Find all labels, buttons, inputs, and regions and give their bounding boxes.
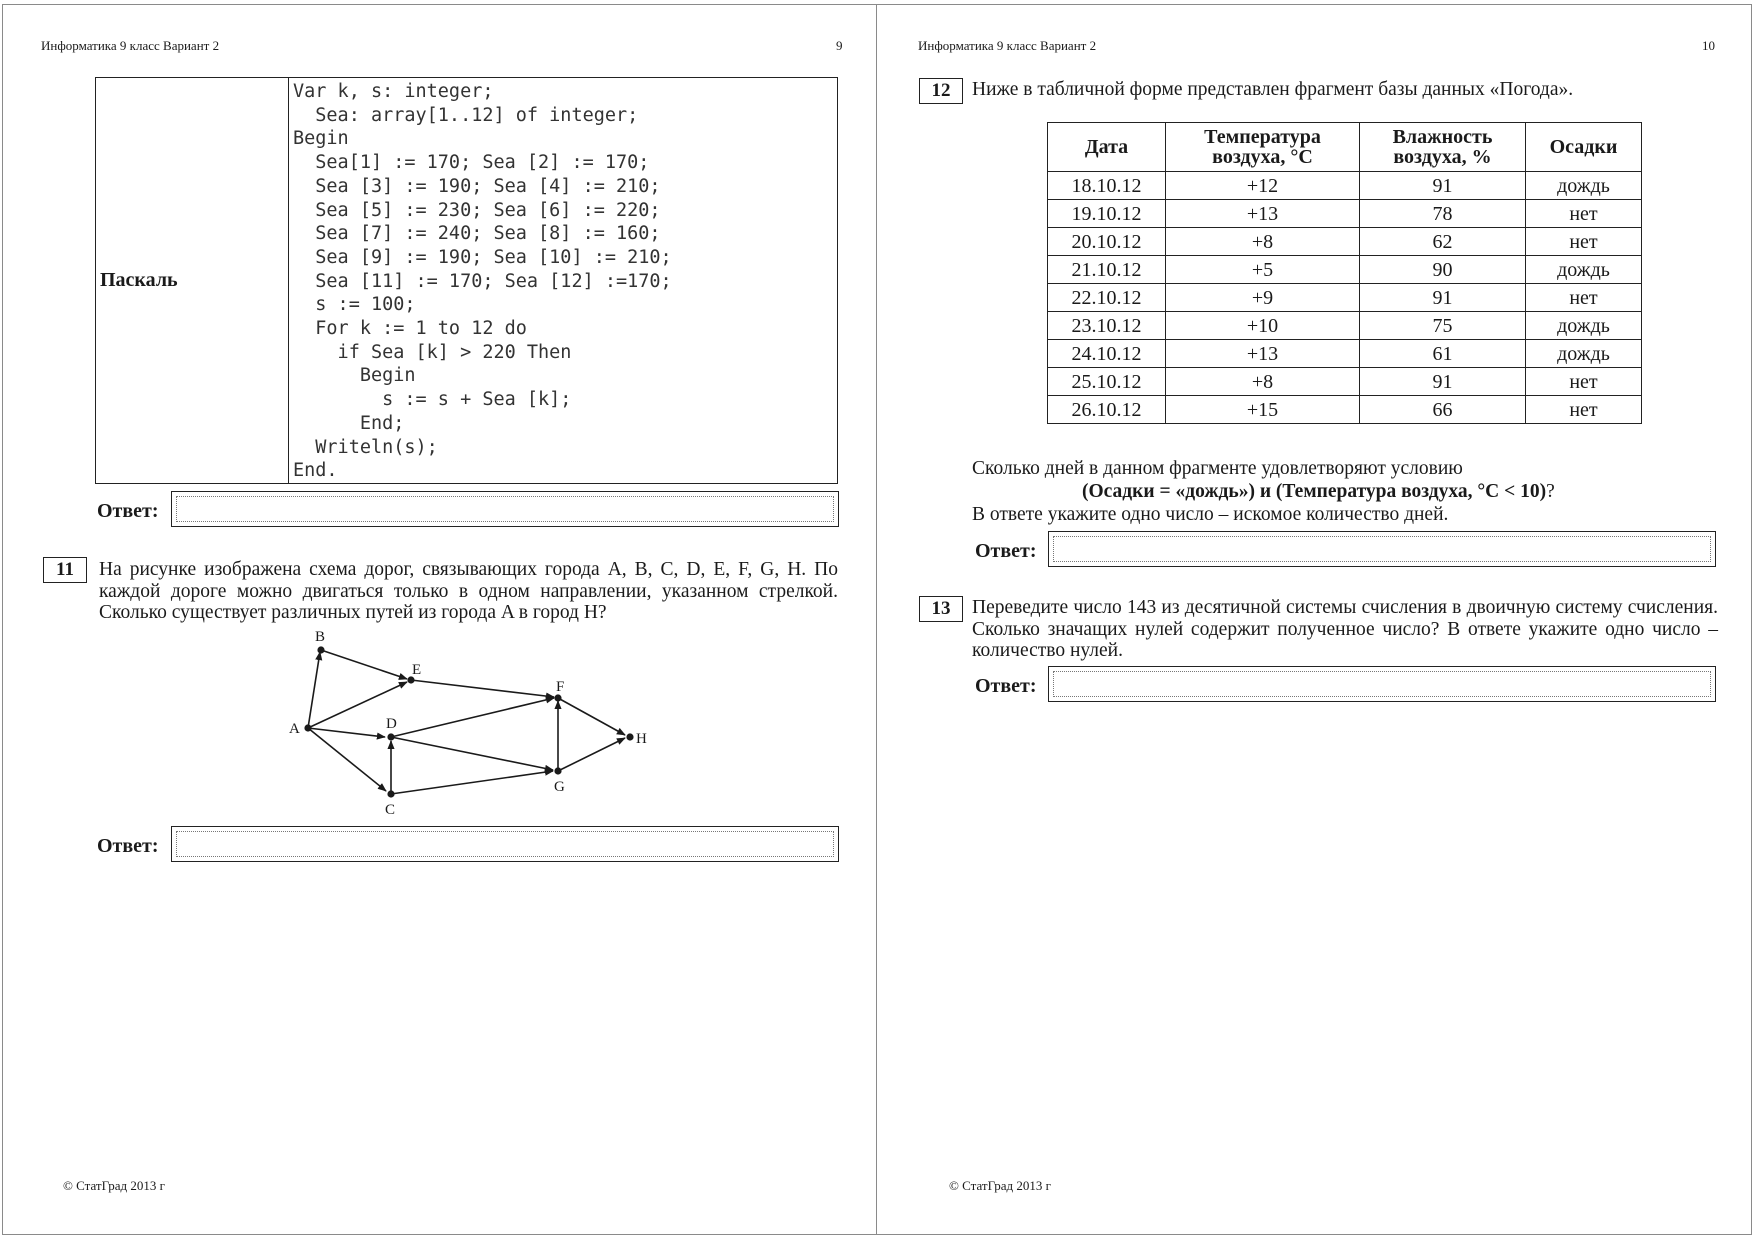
cell-precipitation: дождь [1526,256,1642,284]
table-row [1048,172,1642,200]
cell-temperature: +10 [1166,312,1360,340]
cell-temperature: +5 [1166,256,1360,284]
cell-humidity: 78 [1360,200,1526,228]
cell-temperature: +8 [1166,228,1360,256]
cell-temperature: +13 [1166,200,1360,228]
answer-label-q10: Ответ: [97,500,159,522]
edge-a-b [308,652,320,728]
header-precipitation: Осадки [1526,123,1642,172]
cell-precipitation: дождь [1526,172,1642,200]
cell-precipitation: нет [1526,368,1642,396]
right-page-header: Информатика 9 класс Вариант 2 [918,38,1097,53]
node-c [387,790,394,797]
table-row [1048,200,1642,228]
question-12-prompt: Сколько дней в данном фрагменте удовлетворяют условию [972,458,1463,479]
cell-humidity: 91 [1360,284,1526,312]
node-label-g: G [554,779,565,795]
node-label-b: B [315,629,326,645]
cell-humidity: 90 [1360,256,1526,284]
node-label-d: D [386,716,397,732]
code-language-label: Паскаль [96,78,289,483]
question-12-condition-line [1082,481,1555,503]
header-temperature: Температура воздуха, °С [1166,123,1360,172]
question-number-13: 13 [919,596,963,622]
cell-date: 25.10.12 [1048,368,1166,396]
answer-label-q13: Ответ: [975,675,1037,697]
cell-date: 21.10.12 [1048,256,1166,284]
question-12-condition: (Осадки = «дождь») и (Температура воздуха, °С < 10) [1082,481,1547,502]
cell-temperature: +8 [1166,368,1360,396]
cell-humidity: 91 [1360,172,1526,200]
question-12-instruction: В ответе укажите одно число – искомое количество дней. [972,504,1449,525]
edge-f-h [558,698,625,735]
node-d [387,733,394,740]
question-number-12: 12 [919,78,963,104]
answer-label-q12: Ответ: [975,540,1037,562]
cell-humidity: 61 [1360,340,1526,368]
header-humidity: Влажность воздуха, % [1360,123,1526,172]
cell-humidity: 62 [1360,228,1526,256]
node-label-f: F [556,679,565,695]
cell-date: 23.10.12 [1048,312,1166,340]
edge-c-g [391,771,553,794]
node-b [317,646,324,653]
edge-a-c [308,728,386,791]
question-12-condition-end: ? [1546,481,1555,502]
edge-a-d [308,728,385,737]
cell-temperature: +9 [1166,284,1360,312]
edge-b-e [321,650,407,679]
question-12-intro: Ниже в табличной форме представлен фрагмент базы данных «Погода». [972,79,1574,100]
cell-precipitation: нет [1526,228,1642,256]
cell-precipitation: нет [1526,200,1642,228]
answer-field-q13[interactable] [1048,666,1716,702]
answer-field-q12[interactable] [1048,531,1716,567]
weather-table [1047,122,1642,424]
table-row [1048,368,1642,396]
left-page-footer: © СтатГрад 2013 г [63,1178,165,1193]
answer-field-q10[interactable] [171,491,839,527]
left-page-number: 9 [836,38,843,53]
table-row [1048,396,1642,424]
node-f [554,694,561,701]
question-13-text: Переведите число 143 из десятичной системы счисления в двоичную систему счисления. Сколько значащих нулей содержит полученное число? В ответе укажите одно число – количество нулей. [972,597,1718,661]
cell-precipitation: дождь [1526,312,1642,340]
cell-temperature: +12 [1166,172,1360,200]
cell-precipitation: дождь [1526,340,1642,368]
answer-label-q11: Ответ: [97,835,159,857]
cell-date: 18.10.12 [1048,172,1166,200]
cell-humidity: 75 [1360,312,1526,340]
node-label-h: H [636,731,647,747]
road-graph [280,625,660,825]
edge-d-g [391,737,553,770]
cell-date: 19.10.12 [1048,200,1166,228]
cell-precipitation: нет [1526,396,1642,424]
right-page-number: 10 [1702,38,1715,53]
question-11-text: На рисунке изображена схема дорог, связывающих города A, B, C, D, E, F, G, H. По каждой дороге можно двигаться только в одном направлении, указанном стрелкой. Сколько существует различных путей из города A в город H? [99,559,838,623]
cell-humidity: 91 [1360,368,1526,396]
question-number-11: 11 [43,557,87,583]
node-label-c: C [385,802,396,818]
cell-precipitation: нет [1526,284,1642,312]
cell-date: 22.10.12 [1048,284,1166,312]
node-label-e: E [412,662,422,678]
cell-temperature: +13 [1166,340,1360,368]
pascal-code: Var k, s: integer; Sea: array[1..12] of integer; Begin Sea[1] := 170; Sea [2] := 170; Sea [3] := 190; Sea [4] := 210; Sea [5] := 230; Sea [6] := 220; Sea [7] := 240; Sea [8] := 160; Sea [9] := 190; Sea [10] := 210; Sea [11] := 170; Sea [12] :=170; s := 100; For k := 1 to 12 do if Sea [k] > 220 Then Begin s := s + Sea [k]; End; Writeln(s); End. [293,81,672,482]
table-row [1048,256,1642,284]
node-label-a: A [289,721,300,737]
edge-g-h [558,738,625,771]
table-row [1048,228,1642,256]
table-row [1048,312,1642,340]
node-a [304,724,311,731]
edge-d-f [391,698,554,737]
left-page-header: Информатика 9 класс Вариант 2 [41,38,220,53]
cell-date: 24.10.12 [1048,340,1166,368]
table-row [1048,284,1642,312]
cell-temperature: +15 [1166,396,1360,424]
code-table [95,77,838,484]
node-g [554,767,561,774]
cell-date: 20.10.12 [1048,228,1166,256]
node-h [626,733,633,740]
edge-e-f [411,680,554,697]
cell-humidity: 66 [1360,396,1526,424]
table-row [1048,340,1642,368]
answer-field-q11[interactable] [171,826,839,862]
weather-header-row [1048,123,1642,172]
header-date: Дата [1048,123,1166,172]
cell-date: 26.10.12 [1048,396,1166,424]
right-page-footer: © СтатГрад 2013 г [949,1178,1051,1193]
